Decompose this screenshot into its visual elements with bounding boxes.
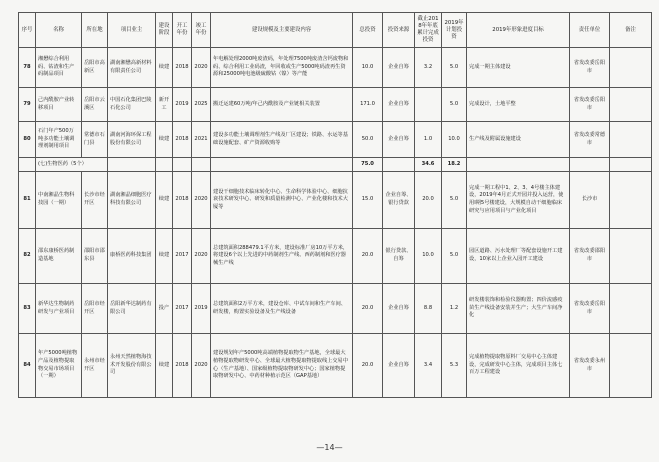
table-cell: 邵东康桥医药制造基地	[36, 229, 82, 284]
table-cell: 3.2	[415, 48, 442, 88]
table-cell: 20.0	[353, 229, 383, 284]
table-cell: 省发改委岳阳市	[570, 48, 610, 88]
table-cell: 续建	[156, 48, 173, 88]
table-cell: 2017	[173, 284, 192, 334]
table-cell: 1.2	[442, 284, 467, 334]
table-cell: 81	[19, 172, 36, 229]
header-cell: 总投资	[353, 13, 383, 48]
table-cell: 完成一期主体建设	[467, 48, 570, 88]
table-cell	[610, 334, 652, 398]
table-cell: 生产线及附属设施建设	[467, 122, 570, 158]
header-cell: 建设阶段	[156, 13, 173, 48]
table-cell: 续建	[156, 229, 173, 284]
table-row	[19, 284, 652, 334]
table-cell: 续建	[156, 172, 173, 229]
table-cell: 湘懋综合利用码、钴渣和生产码制品项目	[36, 48, 82, 88]
section-total: 75.0	[353, 158, 383, 172]
table-cell: 省发改委岳阳市	[570, 88, 610, 122]
table-cell: 8.8	[415, 284, 442, 334]
table-cell: 园区道路、污水处理厂等配套设施开工建设，10家以上企业入园开工建设	[467, 229, 570, 284]
table-cell: 企业自筹	[383, 284, 415, 334]
header-cell: 截止2018年年底累计完成投资	[415, 13, 442, 48]
table-cell: 建设规划年产5000吨高端植物提取物生产基地，全球最大植物提取物研发中心、全球最大植物提取物提取线上交易中心（生产基地）、国家级植物提取物研发中心；国家植物提取物研发中心、中药材种植示范区（GAP基地）	[211, 334, 353, 398]
table-row	[19, 48, 652, 88]
header-cell: 建设规模及主要建设内容	[211, 13, 353, 48]
table-cell: 79	[19, 88, 36, 122]
table-cell: 省发改委岳阳市	[570, 284, 610, 334]
table-cell: 完成植物提取物原料厂交易中心主体建设，完成研发中心主体，完成项目主体七百万工程建设	[467, 334, 570, 398]
header-cell: 所在地	[82, 13, 108, 48]
table-cell: 湖南湘晶细胞医疗科技有限公司	[108, 172, 156, 229]
header-cell: 2019年形象进度目标	[467, 13, 570, 48]
table-cell: 石门年产500万吨多功能土壤调理剂制用项目	[36, 122, 82, 158]
table-cell: 续建	[156, 122, 173, 158]
table-cell: 5.0	[442, 88, 467, 122]
table-cell: 搬迁运建60万吨/年己内酰胺及产业链相关装置	[211, 88, 353, 122]
table-cell	[610, 172, 652, 229]
table-cell: 湖南河海环保工程股份有限公司	[108, 122, 156, 158]
header-cell: 名称	[36, 13, 82, 48]
table-cell: 总建筑面积288479.1平方米，建设标准厂房10万平方米，将建设6个以上先进的中药制剂生产线、西药制剂和医疗器械生产线	[211, 229, 353, 284]
table-cell: 年产5000吨植物产品及植物提取物交易市场项目（一期）	[36, 334, 82, 398]
table-cell: 3.4	[415, 334, 442, 398]
table-cell: 20.0	[415, 172, 442, 229]
table-cell: 78	[19, 48, 36, 88]
table-cell: 2020	[192, 172, 211, 229]
table-cell: 总建筑面积2万平方米，建设仓库、中试车间和生产车间、研发楼，购置实验设备及生产线设备	[211, 284, 353, 334]
table-cell	[192, 158, 211, 172]
table-cell: 83	[19, 284, 36, 334]
header-cell: 投资来源	[383, 13, 415, 48]
table-cell: 2020	[192, 229, 211, 284]
table-cell: 新华达生物制药研发与产业项目	[36, 284, 82, 334]
table-cell: 80	[19, 122, 36, 158]
page-number: —14—	[316, 443, 343, 452]
table-cell: 新开工	[156, 88, 173, 122]
table-cell	[156, 158, 173, 172]
table-cell: 10.0	[442, 122, 467, 158]
header-cell: 竣工年份	[192, 13, 211, 48]
table-cell	[383, 158, 415, 172]
table-cell: 2020	[192, 334, 211, 398]
table-header-row	[19, 13, 652, 48]
table-cell: 邵阳市邵东县	[82, 229, 108, 284]
table-cell: 企业自筹	[383, 334, 415, 398]
table-cell	[173, 158, 192, 172]
table-cell: 企业自筹	[383, 48, 415, 88]
table-row	[19, 122, 652, 158]
table-cell: 10.0	[415, 229, 442, 284]
table-cell	[610, 88, 652, 122]
table-cell: 研发楼装饰和检验仪器购置；四价流感疫苗生产线设备安装并生产；大生产车间净化	[467, 284, 570, 334]
table-cell: 完成设计，土地平整	[467, 88, 570, 122]
table-cell: 长沙市经开区	[82, 172, 108, 229]
section-row	[19, 158, 652, 172]
table-row	[19, 334, 652, 398]
table-cell: 15.0	[353, 172, 383, 229]
table-cell: 建设多功能土壤调理剂生产线及厂区建设；铁路、水运等基础设施配套、矿产资源收购等	[211, 122, 353, 158]
table-cell: 2019	[173, 88, 192, 122]
table-cell	[610, 284, 652, 334]
table-cell	[467, 158, 570, 172]
table-cell: 建设干细胞技术临床转化中心、生命科学体验中心、细胞抗衰技术研发中心、研发和质量检测中心、产业化楼和技术大厦等	[211, 172, 353, 229]
table-cell	[211, 158, 353, 172]
table-cell: 171.0	[353, 88, 383, 122]
table-cell: 5.0	[442, 172, 467, 229]
header-cell: 项目业主	[108, 13, 156, 48]
table-cell: 企业自筹	[383, 122, 415, 158]
table-cell: 完成一期工程中1、2、3、4号楼主体建设，2019年4月正式开园并投入运营，使用I期5号楼建设，大规模自动干细胞临床研究与应用项目与产业化项目	[467, 172, 570, 229]
table-cell: 2018	[173, 122, 192, 158]
table-cell: 己内酰胺产业转移项目	[36, 88, 82, 122]
table-cell	[610, 48, 652, 88]
table-cell	[19, 158, 36, 172]
table-cell: 永州市经开区	[82, 334, 108, 398]
table-cell: 5.0	[442, 229, 467, 284]
table-cell: 岳阳市经开区	[82, 284, 108, 334]
table-cell: 5.3	[442, 334, 467, 398]
table-cell: 岳阳新华达制药有限公司	[108, 284, 156, 334]
table-cell: 2019	[192, 284, 211, 334]
table-cell	[415, 88, 442, 122]
table-cell: 岳阳市云溪区	[82, 88, 108, 122]
table-row	[19, 229, 652, 284]
table-cell: 银行贷款、自筹	[383, 229, 415, 284]
table-cell: 中国石化集团巴陵石化公司	[108, 88, 156, 122]
header-cell: 序号	[19, 13, 36, 48]
table-cell: 5.0	[442, 48, 467, 88]
table-cell: 82	[19, 229, 36, 284]
table-cell: 50.0	[353, 122, 383, 158]
table-cell: 省发改委永州市	[570, 334, 610, 398]
header-cell: 开工年份	[173, 13, 192, 48]
table-cell: 岳阳市高新区	[82, 48, 108, 88]
table-cell: 企业自筹、银行贷款	[383, 172, 415, 229]
table-cell: 中南湘晶生物科技园（一期）	[36, 172, 82, 229]
table-cell: 2018	[173, 48, 192, 88]
table-cell: 10.0	[353, 48, 383, 88]
section-total: 18.2	[442, 158, 467, 172]
project-table	[18, 12, 652, 398]
table-cell: 2018	[173, 172, 192, 229]
header-cell: 2019年计划投资	[442, 13, 467, 48]
table-cell: 20.0	[353, 334, 383, 398]
table-cell	[610, 122, 652, 158]
table-cell: 省发改委常德市	[570, 122, 610, 158]
table-cell	[610, 158, 652, 172]
section-total: 34.6	[415, 158, 442, 172]
table-cell: 2020	[192, 48, 211, 88]
table-row	[19, 88, 652, 122]
table-cell: 企业自筹	[383, 88, 415, 122]
table-cell: 投产	[156, 284, 173, 334]
header-cell: 备注	[610, 13, 652, 48]
table-cell: 康桥医药科技集团	[108, 229, 156, 284]
table-cell: 2025	[192, 88, 211, 122]
section-title: (七)生物医药（5个）	[36, 158, 108, 172]
table-cell: 续建	[156, 334, 173, 398]
table-row	[19, 172, 652, 229]
table-cell: 2018	[173, 334, 192, 398]
table-cell: 2021	[192, 122, 211, 158]
table-cell: 2017	[173, 229, 192, 284]
header-cell: 责任单位	[570, 13, 610, 48]
table-cell	[108, 158, 156, 172]
table-cell	[610, 229, 652, 284]
table-cell: 常德市石门县	[82, 122, 108, 158]
table-cell: 年电解处理2000吨废渣码，年处理7500吨废渣含钙废物和码、综合利用工业码渣，年回收或生产5000吨码渣再生资源和25000吨电池级硫酸钴（镍）等产能	[211, 48, 353, 88]
table-cell: 1.0	[415, 122, 442, 158]
table-cell: 长沙市	[570, 172, 610, 229]
table-cell: 省发改委邵阳市	[570, 229, 610, 284]
table-cell: 20.0	[353, 284, 383, 334]
table-cell: 永州天然植物海技术开发股份有限公司	[108, 334, 156, 398]
table-cell: 湖南湘懋高新材料有限责任公司	[108, 48, 156, 88]
table-cell	[570, 158, 610, 172]
table-cell: 84	[19, 334, 36, 398]
